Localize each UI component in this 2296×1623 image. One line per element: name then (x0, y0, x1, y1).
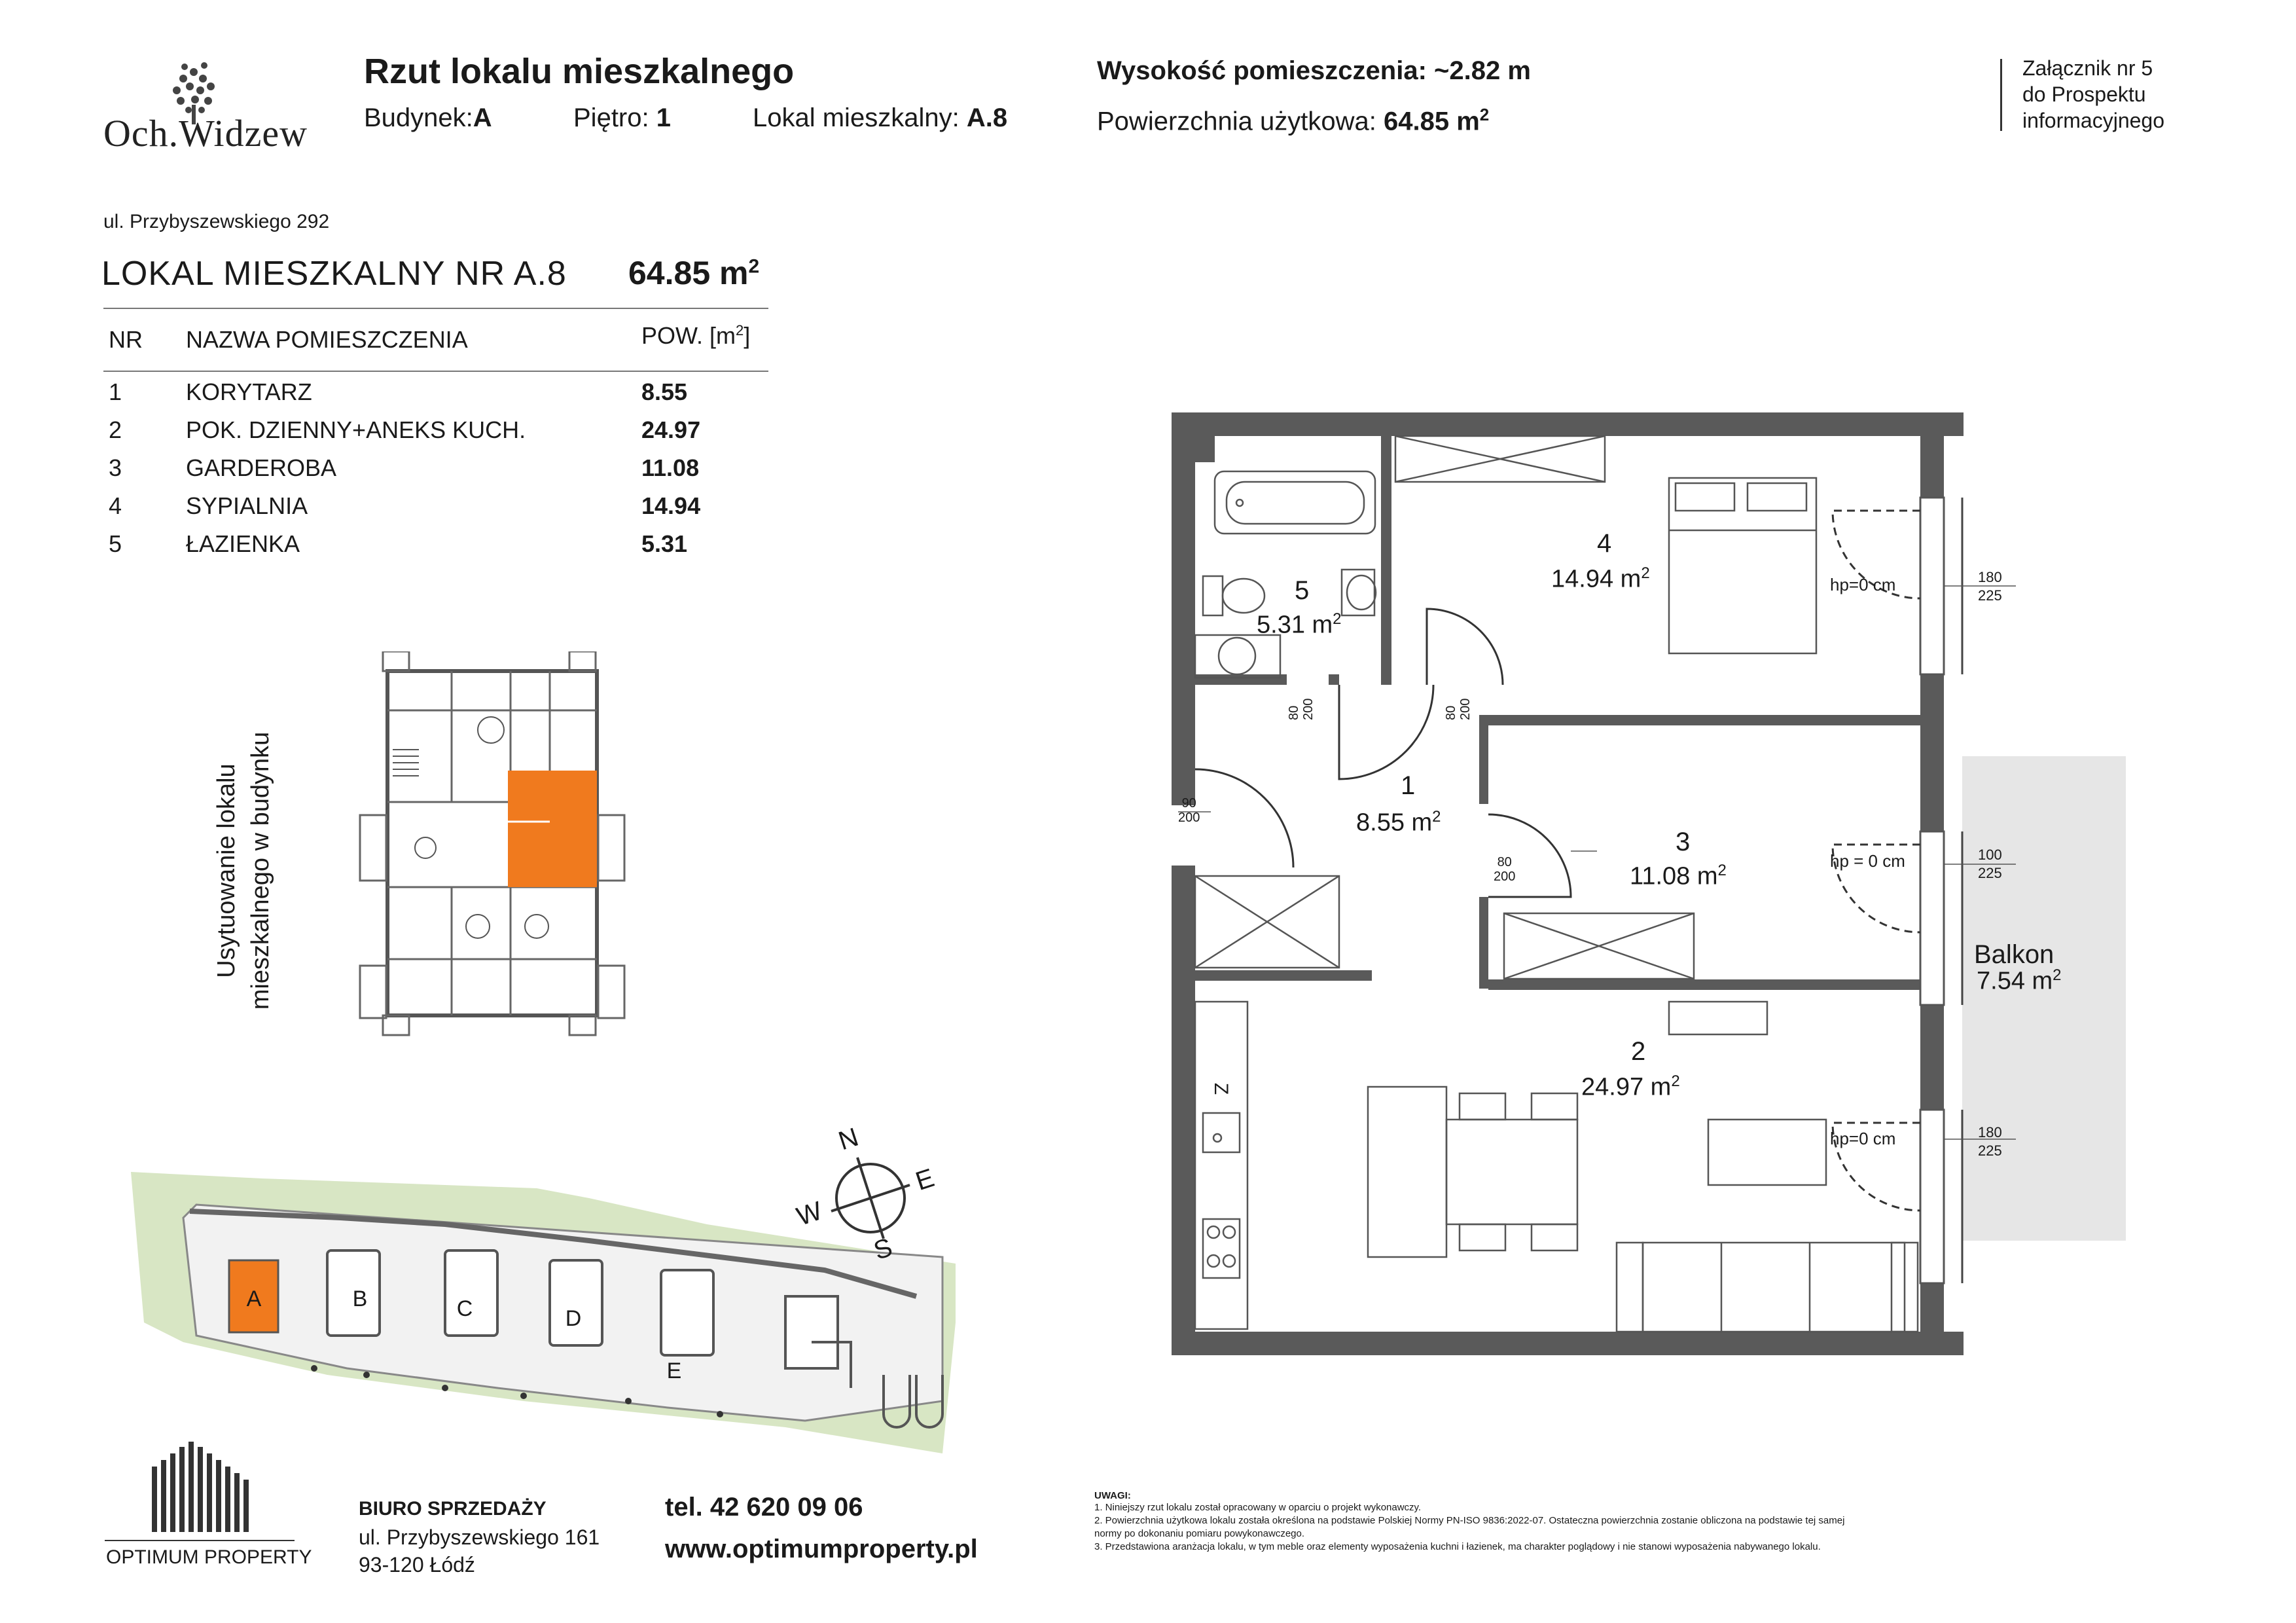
compass-n: N (834, 1122, 862, 1156)
table-row (109, 378, 770, 416)
plan-room-5-area (1257, 610, 1342, 640)
col-nr: NR (109, 326, 143, 353)
door-height: 200 (1494, 869, 1516, 884)
building-value: A (473, 103, 492, 132)
room-name: SYPIALNIA (186, 492, 308, 519)
door-height: 200 (1301, 698, 1316, 720)
balcony-area-value: 7.54 m (1977, 967, 2053, 995)
balcony-area (1977, 966, 2062, 996)
table-header-rule (103, 371, 768, 372)
plan-room-5-nr: 5 (1295, 576, 1310, 605)
annex-line: informacyjnego (2022, 109, 2164, 132)
usable-area-label: Powierzchnia użytkowa: (1097, 107, 1376, 136)
window-height: 225 (1978, 587, 2002, 604)
location-line: Usytuowanie lokalu (213, 763, 240, 978)
building-c-label: C (456, 1296, 473, 1321)
notes-title: UWAGI: (1094, 1490, 1131, 1501)
plan-room-4-area-value: 14.94 m (1551, 565, 1641, 593)
window-width: 100 (1978, 847, 2002, 863)
door-height: 200 (1458, 698, 1473, 720)
table-top-rule (103, 308, 768, 309)
plan-room-3-area (1630, 862, 1727, 891)
hp-label: hp = 0 cm (1830, 851, 1905, 871)
building-info (364, 103, 492, 133)
floor-label: Piętro: (573, 103, 649, 132)
col-area (641, 322, 750, 350)
usable-area-sup: 2 (1479, 105, 1490, 124)
door-dim (1287, 699, 1316, 720)
office-street: ul. Przybyszewskiego 161 (359, 1525, 600, 1549)
plan-room-1-area (1356, 808, 1441, 837)
phone[interactable]: tel. 42 620 09 06 (665, 1493, 863, 1522)
col-area-label: POW. [m (641, 322, 736, 349)
window-height: 225 (1978, 1142, 2002, 1159)
building-d-label: D (565, 1306, 582, 1331)
plan-room-3-sup: 2 (1717, 862, 1727, 879)
note-line: 2. Powierzchnia użytkowa lokalu została określona na podstawie Polskiej Normy PN-ISO 9836:2022-07. Ostateczna powierzchnia zostanie obliczona na podstawie tej samej (1094, 1515, 1845, 1526)
plan-room-2-area (1581, 1072, 1680, 1102)
compass-e: E (912, 1163, 938, 1197)
building-e-label: E (666, 1359, 682, 1383)
door-width: 80 (1444, 705, 1458, 720)
page-title: Rzut lokalu mieszkalnego (364, 52, 795, 91)
hp-label: hp=0 cm (1830, 575, 1896, 594)
annex-line: do Prospektu (2022, 82, 2146, 106)
table-row (109, 416, 770, 454)
plan-room-3-area-value: 11.08 m (1630, 862, 1718, 890)
room-nr: 2 (109, 416, 122, 443)
unit-location-highlight (508, 771, 597, 887)
unit-area-value: 64.85 m (628, 255, 749, 291)
plan-room-5-sup: 2 (1333, 610, 1342, 628)
plan-room-4-sup: 2 (1641, 564, 1650, 582)
plan-room-2-area-value: 24.97 m (1581, 1073, 1672, 1101)
col-area-end: ] (744, 322, 751, 349)
room-area: 8.55 (641, 378, 688, 405)
window-height: 225 (1978, 865, 2002, 881)
room-nr: 1 (109, 378, 122, 405)
window-dim (1978, 846, 2002, 883)
compass-s: S (870, 1232, 896, 1266)
door-width: 90 (1181, 796, 1196, 811)
usable-area-value: 64.85 (1383, 107, 1450, 136)
table-row (109, 454, 770, 492)
window-dim (1978, 568, 2002, 605)
room-area: 5.31 (641, 530, 688, 557)
office-title: BIURO SPRZEDAŻY (359, 1498, 547, 1520)
col-area-sup: 2 (736, 322, 744, 338)
door-dim (1494, 855, 1515, 884)
compass-w: W (793, 1196, 826, 1231)
unit-info (753, 103, 1007, 133)
floor-info (573, 103, 671, 133)
floor-value: 1 (656, 103, 671, 132)
unit-area-sup: 2 (748, 255, 760, 278)
annex-line: Załącznik nr 5 (2022, 56, 2153, 80)
note-line: normy po dokonaniu pomiaru powykonawczego. (1094, 1528, 1305, 1539)
building-a-label: A (246, 1286, 262, 1311)
usable-area (1097, 105, 1489, 136)
door-dim (1444, 699, 1473, 720)
plan-room-3-nr: 3 (1676, 828, 1691, 856)
balcony-area-sup: 2 (2053, 966, 2062, 984)
room-nr: 4 (109, 492, 122, 519)
office-city: 93-120 Łódź (359, 1553, 475, 1577)
note-line: 3. Przedstawiona aranżacja lokalu, w tym meble oraz elementy wyposażenia kuchni i łazienek, ma charakter poglądowy i nie stanowi wyposażenia nabywanego lokalu. (1094, 1541, 1821, 1552)
header-divider (2000, 59, 2002, 131)
door-dim (1178, 796, 1200, 825)
room-height: Wysokość pomieszczenia: ~2.82 m (1097, 56, 1531, 85)
logo (98, 52, 334, 157)
optimum-logo-icon (149, 1440, 260, 1532)
unit-area (628, 254, 759, 292)
room-name: ŁAZIENKA (186, 530, 300, 557)
room-area: 14.94 (641, 492, 701, 519)
plan-room-2-nr: 2 (1631, 1037, 1646, 1066)
col-name: NAZWA POMIESZCZENIA (186, 326, 468, 353)
fridge-mark: Z (1210, 1082, 1232, 1095)
usable-area-unit: m (1456, 107, 1480, 136)
room-nr: 3 (109, 454, 122, 481)
website-link[interactable]: www.optimumproperty.pl (665, 1535, 978, 1563)
plan-room-5-area-value: 5.31 m (1257, 611, 1333, 639)
plan-room-1-area-value: 8.55 m (1356, 809, 1433, 837)
annex-note (2022, 55, 2164, 134)
window-dim (1978, 1123, 2002, 1160)
room-area: 24.97 (641, 416, 701, 443)
unit-label: Lokal mieszkalny: (753, 103, 960, 132)
window-width: 180 (1978, 569, 2002, 585)
table-row (109, 530, 770, 568)
balcony-label: Balkon (1974, 940, 2054, 969)
building-b-label: B (352, 1286, 368, 1311)
building-floorplan-key (353, 651, 628, 1044)
plan-room-1-sup: 2 (1432, 808, 1441, 826)
logo-text: Och.Widzew (103, 112, 308, 155)
location-line: mieszkalnego w budynku (247, 731, 274, 1010)
hp-label: hp=0 cm (1830, 1129, 1896, 1148)
table-row (109, 492, 770, 530)
room-name: GARDEROBA (186, 454, 337, 481)
door-width: 80 (1497, 855, 1512, 869)
door-width: 80 (1287, 705, 1301, 720)
room-nr: 5 (109, 530, 122, 557)
note-line: 1. Niniejszy rzut lokalu został opracowany w oparciu o projekt wykonawczy. (1094, 1502, 1422, 1513)
logo-rule (105, 1540, 295, 1541)
door-height: 200 (1178, 811, 1200, 825)
room-area: 11.08 (641, 454, 700, 481)
building-label: Budynek: (364, 103, 473, 132)
address: ul. Przybyszewskiego 292 (103, 211, 330, 232)
balcony (1962, 756, 2126, 1241)
location-caption (209, 701, 278, 1041)
plan-room-4-nr: 4 (1597, 529, 1612, 558)
plan-room-4-area (1551, 564, 1650, 594)
room-name: POK. DZIENNY+ANEKS KUCH. (186, 416, 526, 443)
window-width: 180 (1978, 1124, 2002, 1140)
notes (1094, 1490, 2207, 1554)
plan-room-2-sup: 2 (1671, 1072, 1680, 1090)
unit-title: LOKAL MIESZKALNY NR A.8 (101, 255, 567, 293)
unit-value: A.8 (966, 103, 1008, 132)
company-name: OPTIMUM PROPERTY (106, 1546, 312, 1568)
plan-room-1-nr: 1 (1401, 771, 1416, 800)
room-name: KORYTARZ (186, 378, 312, 405)
